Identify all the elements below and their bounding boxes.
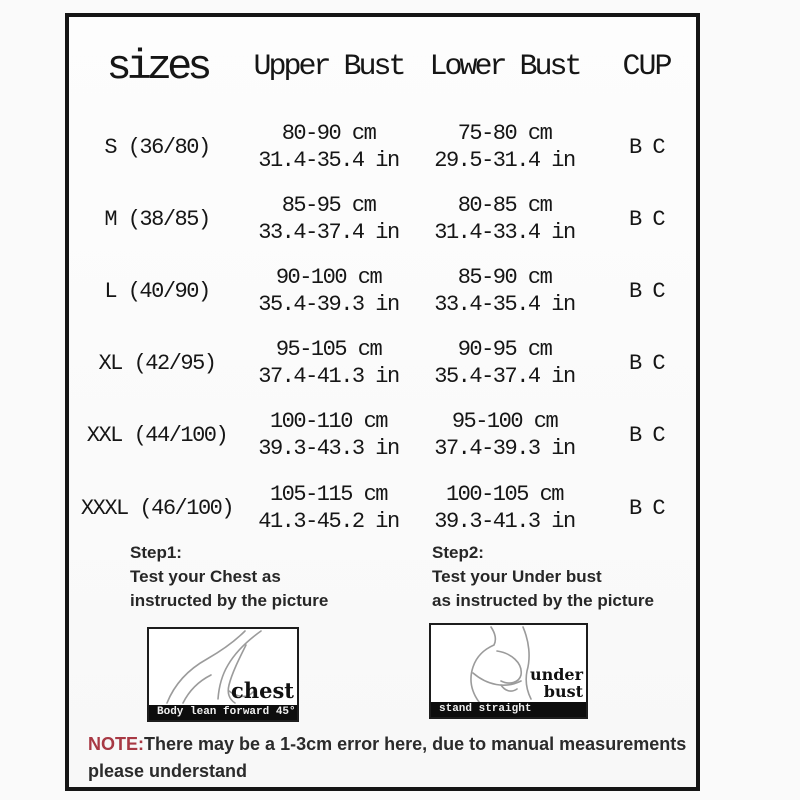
cup-value: B C <box>628 422 665 448</box>
lower-in: 35.4-37.4 in <box>434 364 575 389</box>
upper-bust-value <box>245 192 412 246</box>
upper-in: 37.4-41.3 in <box>258 364 399 389</box>
cup-value: B C <box>628 206 665 232</box>
upper-in: 41.3-45.2 in <box>258 509 399 534</box>
upper-cm: 85-95 cm <box>281 193 376 218</box>
cup-value: B C <box>628 278 665 304</box>
step1-line1: Test your Chest as <box>130 567 281 586</box>
upper-bust-value <box>245 120 412 174</box>
note-text <box>88 731 688 785</box>
table-row <box>69 192 696 246</box>
lower-cm: 80-85 cm <box>457 193 552 218</box>
lower-in: 37.4-39.3 in <box>434 436 575 461</box>
upper-in: 35.4-39.3 in <box>258 292 399 317</box>
upper-cm: 100-110 cm <box>269 409 388 434</box>
table-row <box>69 336 696 390</box>
header-sizes: sizes <box>106 43 208 91</box>
note-label: NOTE: <box>88 734 144 754</box>
under-bust-measure-figure <box>429 623 588 719</box>
size-label: L (40/90) <box>104 278 210 304</box>
lower-cm: 95-100 cm <box>451 409 558 434</box>
table-row <box>69 264 696 318</box>
lower-cm: 75-80 cm <box>457 121 552 146</box>
upper-cm: 80-90 cm <box>281 121 376 146</box>
table-row <box>69 481 696 535</box>
step2-instructions <box>432 541 722 613</box>
table-header-row <box>69 43 696 91</box>
lower-in: 39.3-41.3 in <box>434 509 575 534</box>
lower-bust-value <box>412 336 597 390</box>
upper-in: 39.3-43.3 in <box>258 436 399 461</box>
lower-cm: 85-90 cm <box>457 265 552 290</box>
cup-value: B C <box>628 350 665 376</box>
header-cup: CUP <box>622 50 671 84</box>
lower-in: 33.4-35.4 in <box>434 292 575 317</box>
note-body: There may be a 1-3cm error here, due to manual measurements <box>144 734 687 754</box>
header-lower-bust: Lower Bust <box>429 50 580 84</box>
chest-label: chest <box>231 678 294 703</box>
table-row <box>69 120 696 174</box>
step1-title: Step1: <box>130 543 182 562</box>
note-line2: please understand <box>88 761 248 781</box>
lower-bust-value <box>412 120 597 174</box>
size-chart-frame <box>65 13 700 791</box>
lean-forward-caption: Body lean forward 45° <box>149 705 297 720</box>
lower-cm: 90-95 cm <box>457 337 552 362</box>
upper-bust-value <box>245 481 412 535</box>
lower-in: 31.4-33.4 in <box>434 220 575 245</box>
under-bust-label: under bust <box>529 665 583 701</box>
size-label: XL (42/95) <box>98 350 216 376</box>
header-upper-bust: Upper Bust <box>253 50 404 84</box>
upper-bust-value <box>245 264 412 318</box>
upper-bust-value <box>245 336 412 390</box>
lower-in: 29.5-31.4 in <box>434 148 575 173</box>
size-label: S (36/80) <box>104 134 210 160</box>
lower-bust-value <box>412 192 597 246</box>
size-label: XXXL (46/100) <box>80 495 234 521</box>
upper-in: 33.4-37.4 in <box>258 220 399 245</box>
upper-cm: 95-105 cm <box>275 337 382 362</box>
step1-instructions <box>130 541 420 613</box>
step2-line2: as instructed by the picture <box>432 591 654 610</box>
size-label: M (38/85) <box>104 206 210 232</box>
lower-cm: 100-105 cm <box>445 482 564 507</box>
table-row <box>69 408 696 462</box>
stand-straight-caption: stand straight <box>431 702 586 717</box>
chest-measure-figure <box>147 627 299 722</box>
upper-bust-value <box>245 408 412 462</box>
lower-bust-value <box>412 481 597 535</box>
step1-line2: instructed by the picture <box>130 591 329 610</box>
lower-bust-value <box>412 408 597 462</box>
cup-value: B C <box>628 495 665 521</box>
note-line1 <box>88 731 688 758</box>
upper-cm: 105-115 cm <box>269 482 388 507</box>
upper-cm: 90-100 cm <box>275 265 382 290</box>
size-label: XXL (44/100) <box>86 422 228 448</box>
step2-line1: Test your Under bust <box>432 567 602 586</box>
upper-in: 31.4-35.4 in <box>258 148 399 173</box>
step2-title: Step2: <box>432 543 484 562</box>
lower-bust-value <box>412 264 597 318</box>
cup-value: B C <box>628 134 665 160</box>
